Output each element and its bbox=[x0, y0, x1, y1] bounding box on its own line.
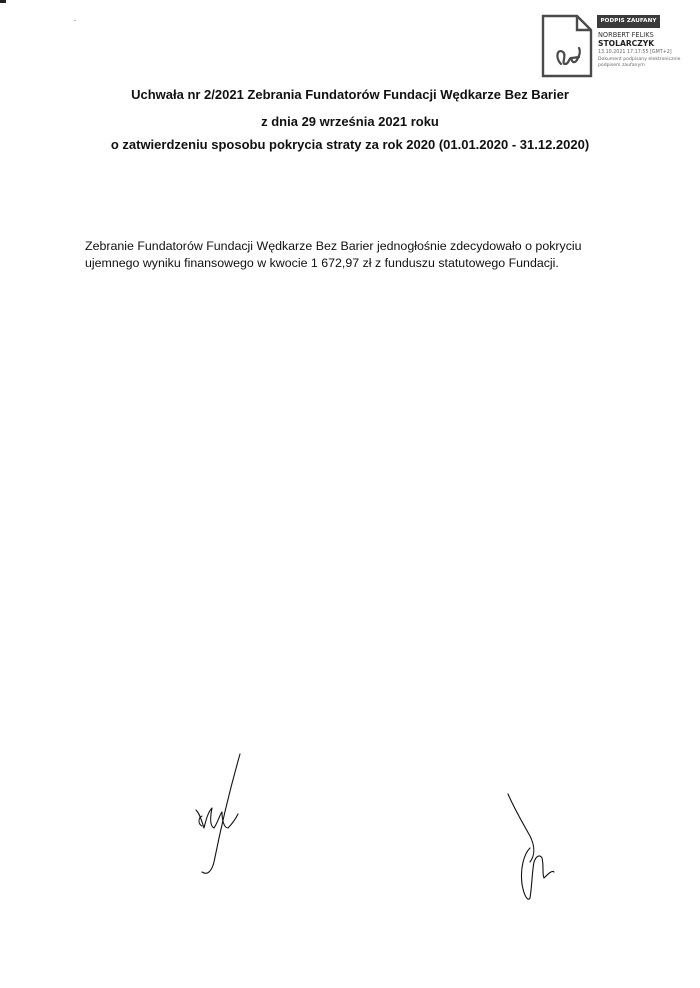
body-line: ujemnego wyniku finansowego w kwocie 1 672,97 zł z funduszu statutowego Fundacji. bbox=[85, 256, 559, 270]
right-handwritten-signature bbox=[500, 792, 566, 904]
trusted-signature-stamp bbox=[541, 12, 691, 82]
scan-corner-mark bbox=[0, 0, 6, 3]
body-line: Zebranie Fundatorów Fundacji Wędkarze Bez Barier jednogłośnie zdecydowało o pokryciu bbox=[85, 239, 582, 253]
signer-last-name: STOLARCZYK bbox=[598, 39, 655, 48]
resolution-subject: o zatwierdzeniu sposobu pokrycia straty za rok 2020 (01.01.2020 - 31.12.2020) bbox=[110, 137, 590, 152]
resolution-date: z dnia 29 września 2021 roku bbox=[261, 114, 439, 129]
left-handwritten-signature bbox=[192, 752, 252, 878]
resolution-title: Uchwała nr 2/2021 Zebrania Fundatorów Fundacji Wędkarze Bez Barier bbox=[131, 87, 569, 102]
resolution-body bbox=[85, 238, 645, 272]
stamp-badge: PODPIS ZAUFANY bbox=[597, 15, 660, 28]
signature-datetime: 13.10.2021 17:17:55 [GMT+2] bbox=[598, 50, 672, 55]
scan-speck bbox=[74, 20, 76, 21]
signature-note: Dokument podpisany elektronicznie podpisem zaufanym bbox=[598, 57, 681, 68]
signed-document-icon bbox=[541, 14, 593, 78]
signer-first-names: NORBERT FELIKS bbox=[598, 31, 654, 39]
